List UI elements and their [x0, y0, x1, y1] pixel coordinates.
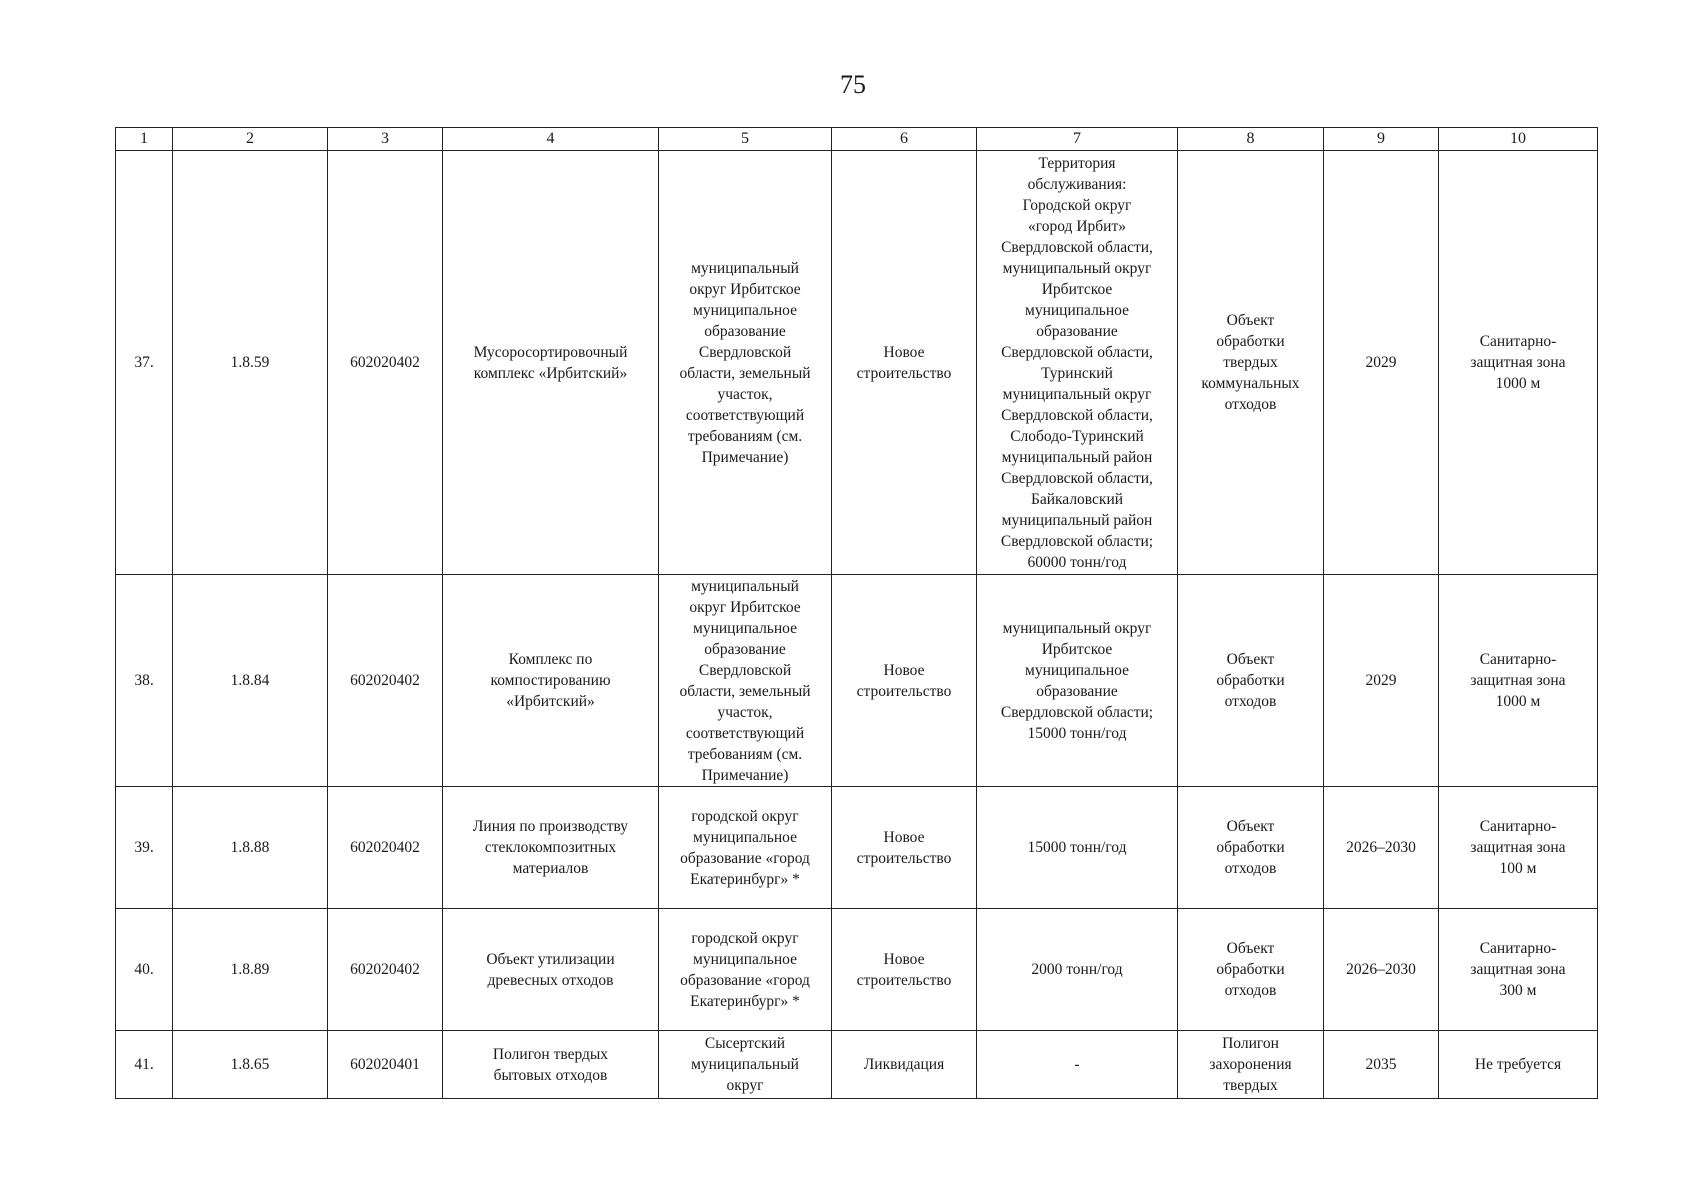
object-name: Мусоросортировочный комплекс «Ирбитский» — [443, 151, 659, 575]
row-number: 41. — [116, 1031, 173, 1099]
object-code: 1.8.89 — [173, 909, 328, 1031]
header-cell: 4 — [443, 128, 659, 151]
header-cell: 8 — [1178, 128, 1324, 151]
target-year: 2029 — [1324, 575, 1439, 787]
classifier-code: 602020402 — [328, 787, 443, 909]
target-year: 2026–2030 — [1324, 909, 1439, 1031]
activity-type: Новое строительство — [832, 151, 977, 575]
target-year: 2026–2030 — [1324, 787, 1439, 909]
object-location: городской округ муниципальное образование «город Екатеринбург» * — [659, 787, 832, 909]
object-code: 1.8.65 — [173, 1031, 328, 1099]
protection-zone: Санитарно- защитная зона 100 м — [1439, 787, 1598, 909]
object-code: 1.8.88 — [173, 787, 328, 909]
service-territory: - — [977, 1031, 1178, 1099]
object-name: Комплекс по компостированию «Ирбитский» — [443, 575, 659, 787]
object-name: Объект утилизации древесных отходов — [443, 909, 659, 1031]
activity-type: Новое строительство — [832, 787, 977, 909]
service-territory: 15000 тонн/год — [977, 787, 1178, 909]
activity-type: Ликвидация — [832, 1031, 977, 1099]
target-year: 2029 — [1324, 151, 1439, 575]
table-row — [116, 787, 1598, 909]
object-name: Полигон твердых бытовых отходов — [443, 1031, 659, 1099]
row-number: 37. — [116, 151, 173, 575]
object-purpose: Объект обработки твердых коммунальных отходов — [1178, 151, 1324, 575]
protection-zone: Санитарно- защитная зона 1000 м — [1439, 575, 1598, 787]
object-purpose: Объект обработки отходов — [1178, 787, 1324, 909]
object-name: Линия по производству стеклокомпозитных материалов — [443, 787, 659, 909]
table-row — [116, 909, 1598, 1031]
object-code: 1.8.59 — [173, 151, 328, 575]
table-row — [116, 151, 1598, 575]
object-purpose: Объект обработки отходов — [1178, 909, 1324, 1031]
page-number: 75 — [840, 70, 866, 99]
header-cell: 10 — [1439, 128, 1598, 151]
classifier-code: 602020401 — [328, 1031, 443, 1099]
object-purpose: Полигон захоронения твердых — [1178, 1031, 1324, 1099]
classifier-code: 602020402 — [328, 575, 443, 787]
activity-type: Новое строительство — [832, 575, 977, 787]
protection-zone: Санитарно- защитная зона 1000 м — [1439, 151, 1598, 575]
table-row — [116, 575, 1598, 787]
classifier-code: 602020402 — [328, 151, 443, 575]
row-number: 39. — [116, 787, 173, 909]
objects-table — [115, 127, 1598, 1099]
target-year: 2035 — [1324, 1031, 1439, 1099]
header-cell: 5 — [659, 128, 832, 151]
header-cell: 1 — [116, 128, 173, 151]
header-cell: 9 — [1324, 128, 1439, 151]
object-location: городской округ муниципальное образование «город Екатеринбург» * — [659, 909, 832, 1031]
classifier-code: 602020402 — [328, 909, 443, 1031]
protection-zone: Санитарно- защитная зона 300 м — [1439, 909, 1598, 1031]
object-location: Сысертский муниципальный округ — [659, 1031, 832, 1099]
object-location: муниципальный округ Ирбитское муниципальное образование Свердловской области, земельный участок, соответствующий требованиям (см. Примечание) — [659, 151, 832, 575]
object-purpose: Объект обработки отходов — [1178, 575, 1324, 787]
table-row — [116, 1031, 1598, 1099]
header-row — [116, 128, 1598, 151]
service-territory: 2000 тонн/год — [977, 909, 1178, 1031]
header-cell: 7 — [977, 128, 1178, 151]
service-territory: Территория обслуживания: Городской округ «город Ирбит» Свердловской области, муниципальный округ Ирбитское муниципальное образование Свердловской области, Туринский муниципальный округ Свердловской области, Слободо-Туринский муниципальный район Свердловской области, Байкаловский муниципальный район Свердловской области; 60000 тонн/год — [977, 151, 1178, 575]
header-cell: 3 — [328, 128, 443, 151]
row-number: 40. — [116, 909, 173, 1031]
object-location: муниципальный округ Ирбитское муниципальное образование Свердловской области, земельный участок, соответствующий требованиям (см. Примечание) — [659, 575, 832, 787]
activity-type: Новое строительство — [832, 909, 977, 1031]
header-cell: 2 — [173, 128, 328, 151]
protection-zone: Не требуется — [1439, 1031, 1598, 1099]
service-territory: муниципальный округ Ирбитское муниципальное образование Свердловской области; 15000 тонн/год — [977, 575, 1178, 787]
header-cell: 6 — [832, 128, 977, 151]
row-number: 38. — [116, 575, 173, 787]
object-code: 1.8.84 — [173, 575, 328, 787]
